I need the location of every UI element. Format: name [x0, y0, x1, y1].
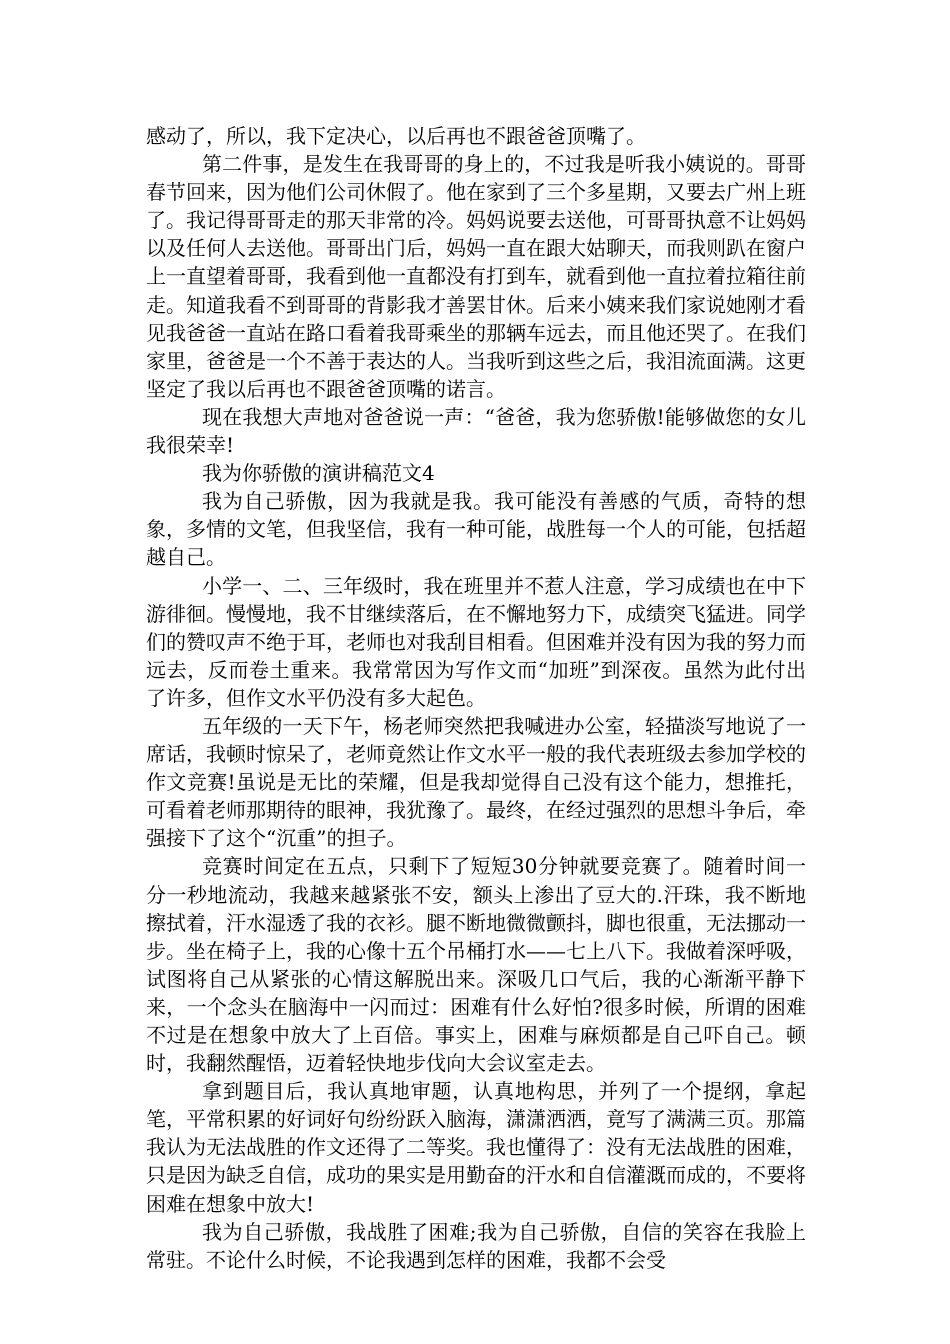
paragraph-writing: 拿到题目后，我认真地审题，认真地构思，并列了一个提纲，拿起笔，平常积累的好词好句纷纷跃入脑海，潇潇洒洒，竟写了满满三页。那篇我认为无法战胜的作文还得了二等奖。我也懂得了：没有无法战胜的困难，只是因为缺乏自信，成功的果实是用勤奋的汗水和自信灌溉而成的，不要将困难在想象中放大!: [146, 1079, 806, 1216]
paragraph-proud-of-myself: 我为自己骄傲，因为我就是我。我可能没有善感的气质，奇特的想象，多情的文笔，但我坚信，我有一种可能，战胜每一个人的可能，包括超越自己。: [146, 489, 806, 570]
paragraph-continuation: 感动了，所以，我下定决心，以后再也不跟爸爸顶嘴了。: [146, 124, 646, 148]
paragraph-conclusion: 我为自己骄傲，我战胜了困难;我为自己骄傲，自信的笑容在我脸上常驻。不论什么时候，不论我遇到怎样的困难，我都不会受: [146, 1219, 806, 1272]
section-heading: 我为你骄傲的演讲稿范文4: [202, 461, 435, 486]
document-page: [146, 122, 806, 1274]
paragraph-fifth-grade: 五年级的一天下午，杨老师突然把我喊进办公室，轻描淡写地说了一席话，我顿时惊呆了，老师竟然让作文水平一般的我代表班级去参加学校的作文竞赛!虽说是无比的荣耀，但是我却觉得自己没有这个能力，想推托，可看着老师那期待的眼神，我犹豫了。最终，在经过强烈的思想斗争后，牵强接下了这个“沉重”的担子。: [146, 713, 806, 851]
paragraph-proud-of-dad: 现在我想大声地对爸爸说一声：“爸爸，我为您骄傲!能够做您的女儿我很荣幸!: [146, 404, 806, 458]
paragraph-second-story: 第二件事，是发生在我哥哥的身上的，不过我是听我小姨说的。哥哥春节回来，因为他们公司休假了。他在家到了三个多星期，又要去广州上班了。我记得哥哥走的那天非常的冷。妈妈说要去送他，可哥哥执意不让妈妈以及任何人去送他。哥哥出门后，妈妈一直在跟大姑聊天，而我则趴在窗户上一直望着哥哥，我看到他一直都没有打到车，就看到他一直拉着拉箱往前走。知道我看不到哥哥的背影我才善罢甘休。后来小姨来我们家说她刚才看见我爸爸一直站在路口看着我哥乘坐的那辆车远去，而且他还哭了。在我们家里，爸爸是一个不善于表达的人。当我听到这些之后，我泪流面满。这更坚定了我以后再也不跟爸爸顶嘴的诺言。: [146, 152, 806, 401]
paragraph-primary-school: 小学一、二、三年级时，我在班里并不惹人注意，学习成绩也在中下游徘徊。慢慢地，我不甘继续落后，在不懈地努力下，成绩突飞猛进。同学们的赞叹声不绝于耳，老师也对我刮目相看。但困难并没有因为我的努力而远去，反而卷土重来。我常常因为写作文而“加班”到深夜。虽然为此付出了许多，但作文水平仍没有多大起色。: [146, 573, 806, 710]
paragraph-competition: 竞赛时间定在五点，只剩下了短短30分钟就要竞赛了。随着时间一分一秒地流动，我越来越紧张不安，额头上渗出了豆大的.汗珠，我不断地擦拭着，汗水湿透了我的衣衫。腿不断地微微颤抖，脚也很重，无法挪动一步。坐在椅子上，我的心像十五个吊桶打水——七上八下。我做着深呼吸，试图将自己从紧张的心情这解脱出来。深吸几口气后，我的心渐渐平静下来，一个念头在脑海中一闪而过：困难有什么好怕?很多时候，所谓的困难不过是在想象中放大了上百倍。事实上，困难与麻烦都是自己吓自己。顿时，我翻然醒悟，迈着轻快地步伐向大会议室走去。: [146, 854, 806, 1076]
